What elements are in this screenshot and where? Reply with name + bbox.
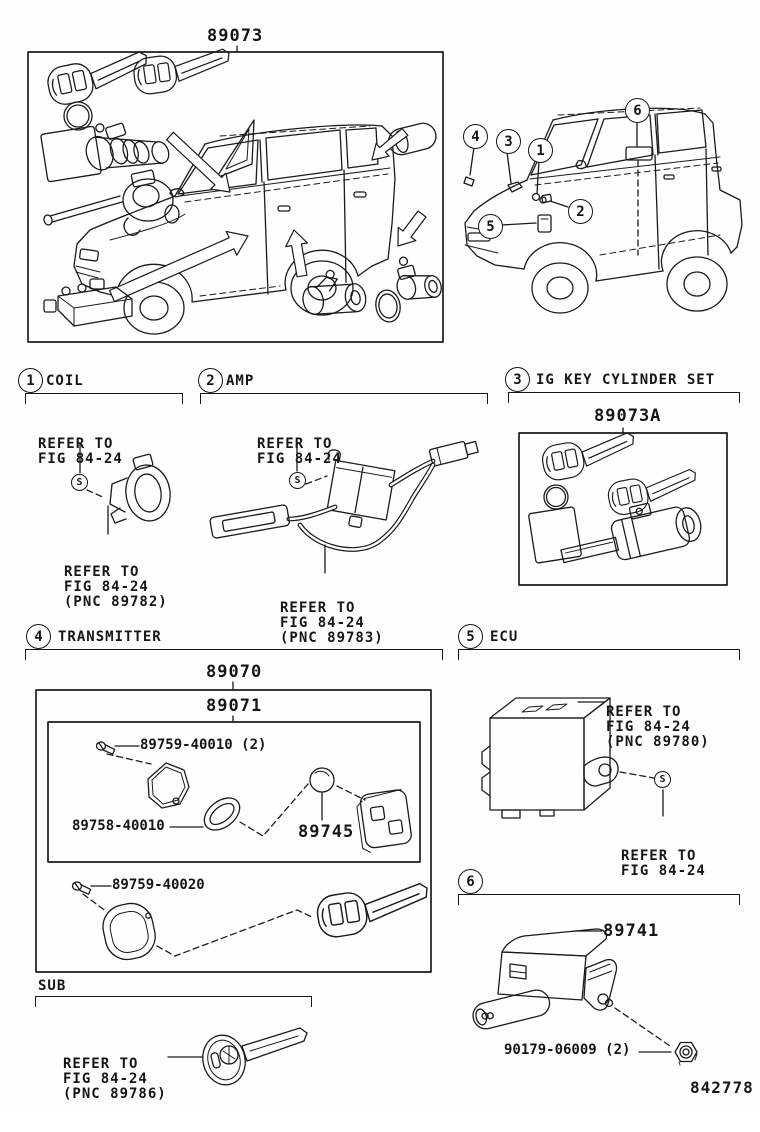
battery-part-number: 89745	[298, 822, 355, 842]
transmitter-assembly-part-number: 89070	[206, 662, 263, 682]
callout-2: 2	[568, 199, 593, 224]
sub-label: SUB	[38, 978, 67, 994]
sub-refer: REFER TO FIG 84-24 (PNC 89786)	[63, 1056, 167, 1102]
nut-icon	[675, 1043, 697, 1066]
igkey-illustration	[518, 426, 729, 586]
receiver-part-number: 89741	[603, 921, 660, 941]
sub-bracket	[35, 996, 312, 1007]
arrow-icon	[110, 231, 248, 301]
main-assembly-illustration	[20, 44, 450, 345]
section-igkey-title: IG KEY CYLINDER SET	[536, 372, 716, 388]
sub-key-icon	[198, 1028, 307, 1089]
ecu-s-symbol: S	[654, 771, 671, 788]
section-amp-title: AMP	[226, 373, 255, 389]
section-igkey-bracket	[508, 392, 740, 403]
nut-part-number: 90179-06009 (2)	[504, 1042, 631, 1058]
coil-illustration	[60, 440, 190, 545]
screw-upper-part-number: 89759-40010 (2)	[140, 737, 267, 753]
section-receiver-number: 6	[458, 869, 483, 894]
section-transmitter-number: 4	[26, 624, 51, 649]
section-ecu-title: ECU	[490, 629, 519, 645]
gasket-part-number: 89758-40010	[72, 818, 165, 834]
section-coil-title: COIL	[46, 373, 84, 389]
section-coil-bracket	[25, 393, 183, 404]
callout-6: 6	[625, 98, 650, 123]
callout-5: 5	[478, 214, 503, 239]
coil-refer-top: REFER TO FIG 84-24	[38, 436, 123, 467]
section-amp-number: 2	[198, 368, 223, 393]
sub-key-illustration	[160, 1015, 325, 1100]
coil-refer-bottom: REFER TO FIG 84-24 (PNC 89782)	[64, 564, 168, 610]
ecu-refer-bottom: REFER TO FIG 84-24	[621, 848, 706, 879]
section-transmitter-title: TRANSMITTER	[58, 629, 162, 645]
section-ecu-bracket	[458, 649, 740, 660]
callout-4: 4	[463, 124, 488, 149]
coil-s-symbol: S	[71, 474, 88, 491]
receiver-icon	[470, 929, 616, 1032]
arrow-icon	[167, 132, 230, 192]
screw-lower-part-number: 89759-40020	[112, 877, 205, 893]
section-transmitter-bracket	[25, 649, 443, 660]
section-coil-number: 1	[18, 368, 43, 393]
main-assembly-part-number: 89073	[207, 26, 264, 46]
callout-1: 1	[528, 138, 553, 163]
arrow-icon	[398, 211, 426, 246]
amp-s-symbol: S	[289, 472, 306, 489]
figure-code: 842778	[690, 1078, 754, 1097]
amp-refer-top: REFER TO FIG 84-24	[257, 436, 342, 467]
ecu-refer-top: REFER TO FIG 84-24 (PNC 89780)	[606, 704, 710, 750]
section-igkey-number: 3	[505, 367, 530, 392]
amp-refer-bottom: REFER TO FIG 84-24 (PNC 89783)	[280, 600, 384, 646]
section-amp-bracket	[200, 393, 488, 404]
transmitter-housing-part-number: 89071	[206, 696, 263, 716]
amp-illustration	[205, 435, 490, 575]
section-ecu-number: 5	[458, 624, 483, 649]
igkey-part-number: 89073A	[594, 406, 662, 426]
door-lock-cylinder-icon	[79, 106, 172, 185]
callout-3: 3	[496, 129, 521, 154]
